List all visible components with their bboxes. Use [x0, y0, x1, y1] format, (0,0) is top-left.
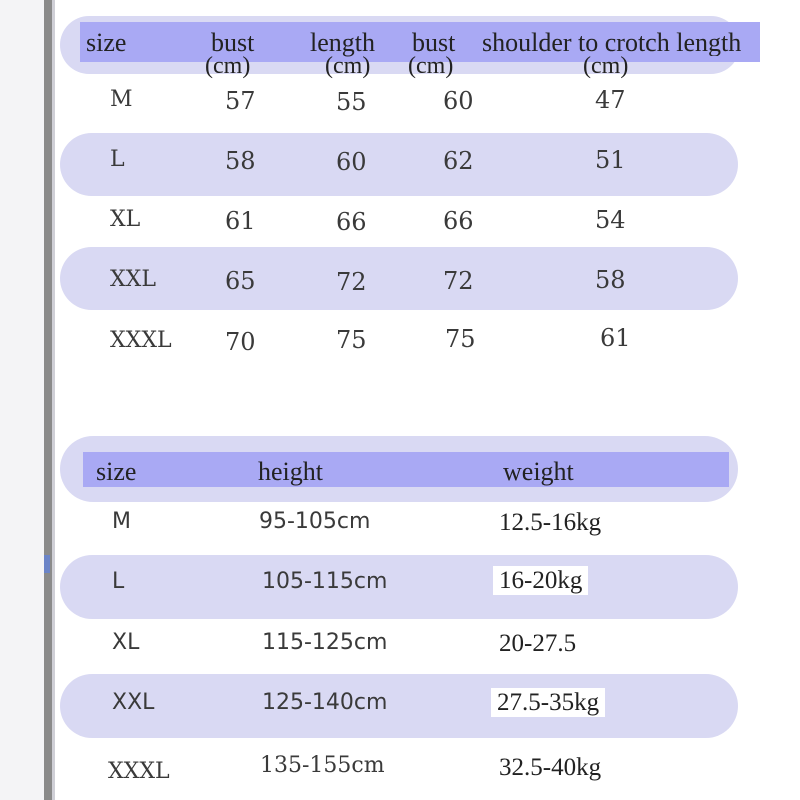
- row-size: XXXL: [110, 328, 172, 353]
- row-size: XL: [110, 207, 141, 232]
- header-bust-2: bust: [412, 28, 456, 57]
- header-bust-unit: (cm): [205, 53, 251, 79]
- header-shoulder-to-crotch: shoulder to crotch length: [482, 30, 742, 56]
- row-length: 75: [336, 326, 367, 354]
- row-height: 105-115cm: [262, 569, 388, 594]
- header-size: size: [86, 28, 127, 57]
- row-height: 115-125cm: [262, 630, 388, 655]
- row-size: XXL: [110, 267, 156, 292]
- row-size: XXL: [112, 690, 155, 715]
- header-weight: weight: [503, 457, 574, 486]
- row-bust: 57: [225, 87, 256, 115]
- row-shoulder: 47: [595, 86, 626, 114]
- row-bust: 65: [225, 267, 256, 295]
- row-height: 125-140cm: [262, 690, 388, 715]
- row-size: L: [112, 569, 125, 594]
- row-weight: 27.5-35kg: [491, 688, 605, 717]
- header-bust-2-unit: (cm): [408, 53, 454, 79]
- row-weight: 16-20kg: [493, 566, 588, 595]
- row-bust-2: 66: [443, 207, 474, 235]
- row-shoulder: 51: [595, 146, 626, 174]
- row-weight: 20-27.5: [499, 630, 577, 657]
- row-bust: 61: [225, 207, 256, 235]
- header-shoulder-unit: (cm): [583, 53, 629, 79]
- row-height: 95-105cm: [259, 509, 371, 534]
- row-length: 72: [336, 268, 367, 296]
- row-bust-2: 60: [443, 87, 474, 115]
- header-length-unit: (cm): [325, 53, 371, 79]
- left-edge-strip: [0, 0, 44, 800]
- row-size: L: [110, 147, 125, 172]
- row-size: XL: [112, 630, 140, 655]
- row-bust-2: 62: [443, 147, 474, 175]
- left-edge-bar: [44, 0, 52, 800]
- row-shoulder: 54: [595, 206, 626, 234]
- row-shoulder: 61: [600, 324, 631, 352]
- row-size: M: [112, 509, 131, 534]
- left-edge-bar-light: [52, 0, 55, 800]
- row-length: 60: [336, 148, 367, 176]
- table2-row-band-XXL: [60, 674, 738, 738]
- header-bust: bust: [211, 28, 255, 57]
- row-shoulder: 58: [595, 266, 626, 294]
- row-size: M: [110, 87, 133, 112]
- left-edge-blue-mark: [44, 555, 50, 573]
- row-length: 55: [336, 88, 367, 116]
- table1-row-band-XXL: [60, 247, 738, 310]
- row-bust: 70: [225, 328, 256, 356]
- table1-row-band-L: [60, 133, 738, 196]
- row-bust-2: 75: [445, 325, 476, 353]
- table2-row-band-L: [60, 555, 738, 619]
- table2-header-highlight: [83, 452, 729, 487]
- row-size: XXXL: [108, 759, 170, 784]
- row-length: 66: [336, 208, 367, 236]
- header-size: size: [96, 457, 137, 486]
- row-height: 135-155cm: [260, 753, 385, 778]
- header-height: height: [258, 457, 323, 486]
- header-length: length: [310, 28, 375, 57]
- row-weight: 32.5-40kg: [499, 754, 602, 781]
- row-weight: 12.5-16kg: [499, 509, 602, 536]
- row-bust-2: 72: [443, 267, 474, 295]
- row-bust: 58: [225, 147, 256, 175]
